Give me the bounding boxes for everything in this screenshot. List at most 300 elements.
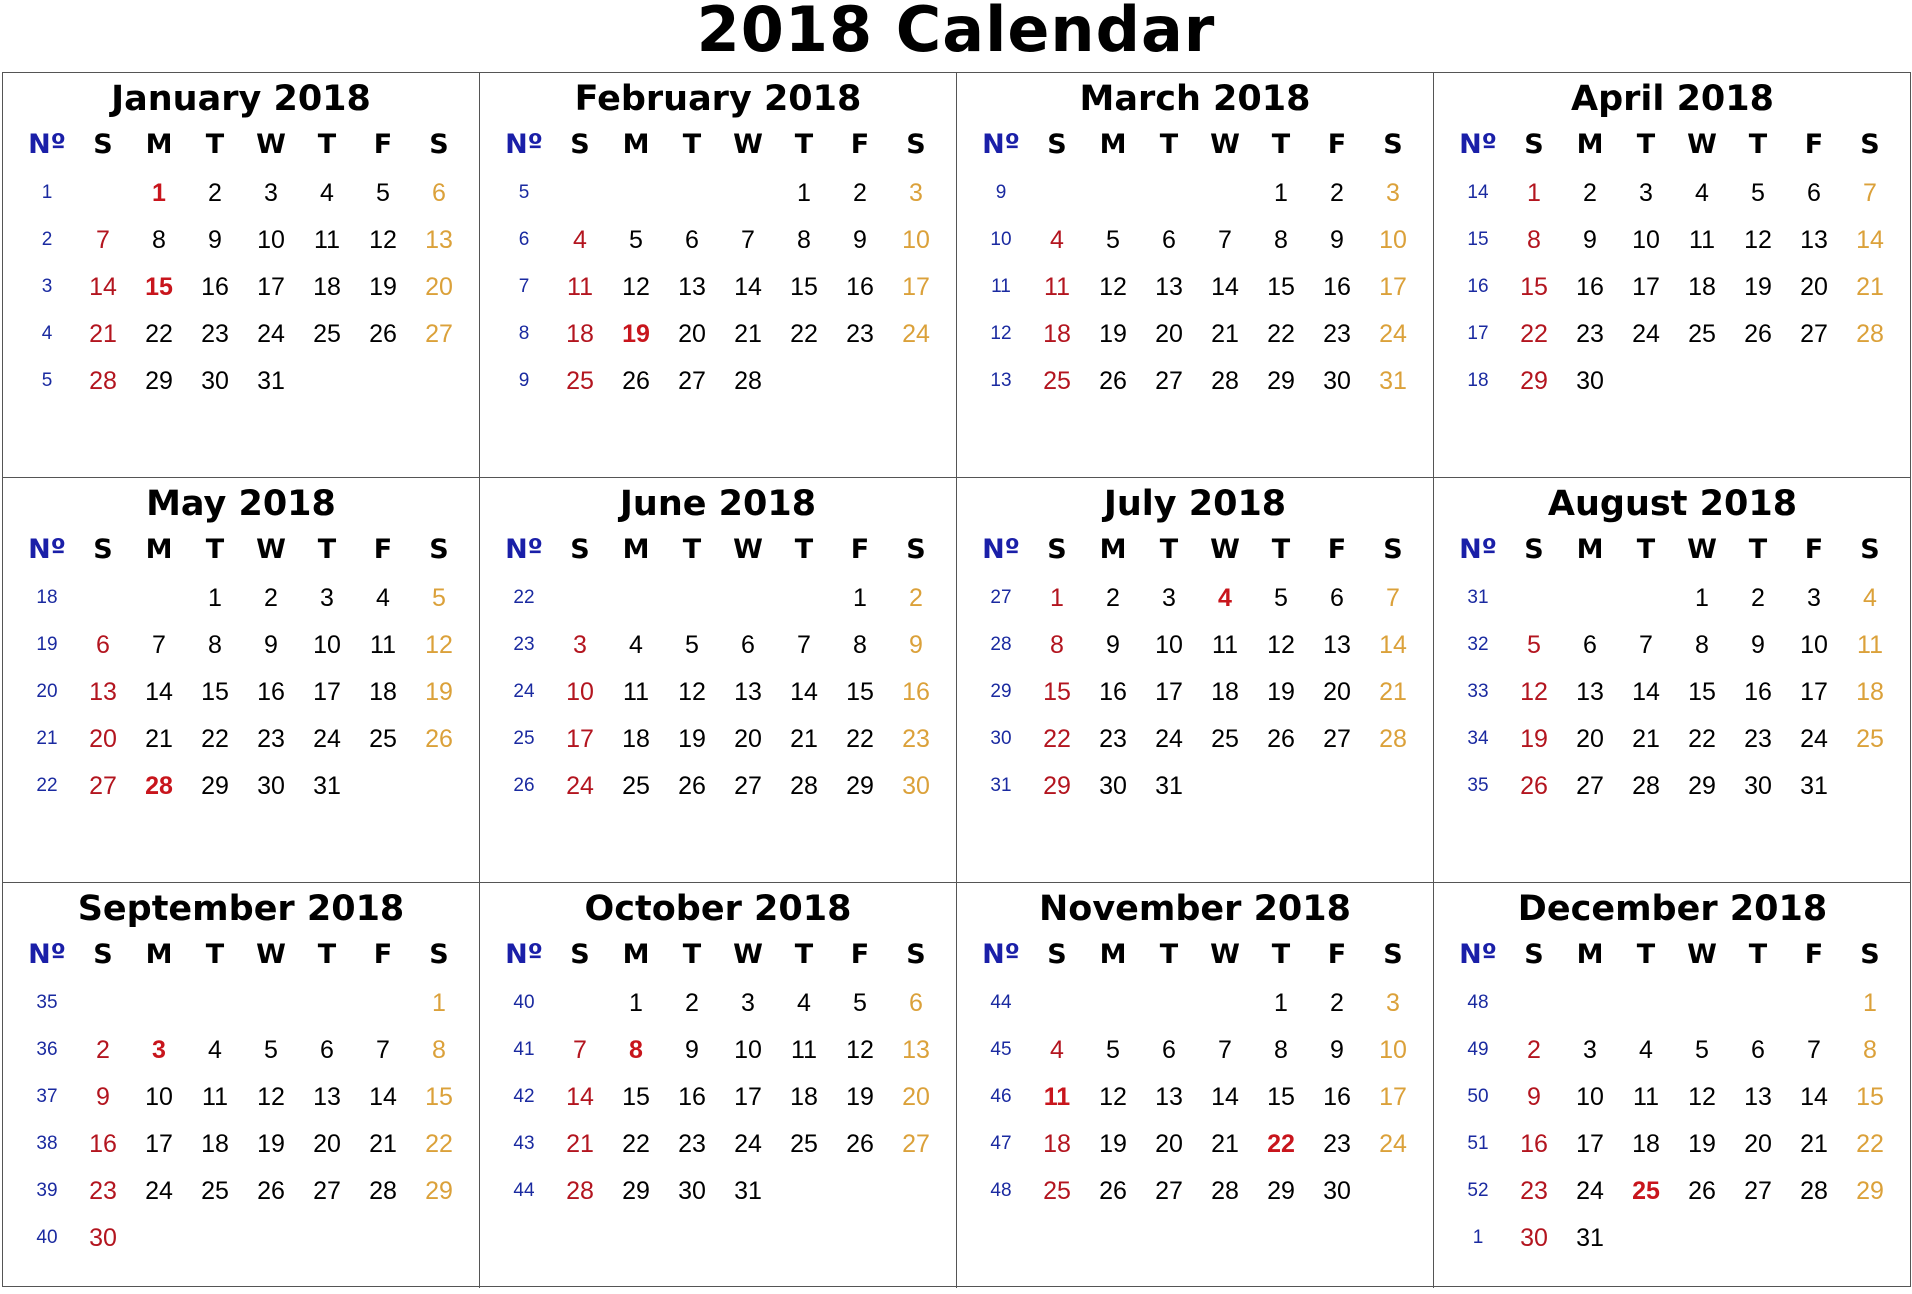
day-cell: 17 xyxy=(257,273,285,301)
week-number: 51 xyxy=(1467,1133,1489,1154)
day-cell: 22 xyxy=(790,320,818,348)
day-cell: 29 xyxy=(622,1177,650,1205)
day-cell: 25 xyxy=(622,772,650,800)
weekday-header: S xyxy=(1047,534,1067,565)
day-cell: 6 xyxy=(1330,584,1344,612)
day-cell: 10 xyxy=(1155,631,1183,659)
weekday-header: S xyxy=(570,534,590,565)
day-cell: 6 xyxy=(909,989,923,1017)
day-cell: 14 xyxy=(89,273,117,301)
weekday-header: S xyxy=(1860,534,1880,565)
month-panel xyxy=(480,883,957,1288)
month-title: November 2018 xyxy=(1038,889,1351,929)
day-cell: 21 xyxy=(1856,273,1884,301)
week-number: 5 xyxy=(518,182,530,203)
day-cell: 9 xyxy=(208,226,222,254)
week-number: 3 xyxy=(41,276,53,297)
weekday-header: F xyxy=(1327,939,1347,970)
weekday-header: S xyxy=(1383,939,1403,970)
day-cell: 8 xyxy=(1863,1036,1877,1064)
day-cell: 16 xyxy=(1323,273,1351,301)
day-cell: 3 xyxy=(264,179,278,207)
day-cell: 8 xyxy=(629,1036,643,1064)
week-number: 15 xyxy=(1467,229,1489,250)
day-cell: 3 xyxy=(573,631,587,659)
day-cell: 20 xyxy=(1323,678,1351,706)
month-panel xyxy=(957,883,1434,1288)
day-cell: 27 xyxy=(313,1177,341,1205)
day-cell: 10 xyxy=(1800,631,1828,659)
weekday-header: T xyxy=(1271,534,1291,565)
day-cell: 5 xyxy=(1751,179,1765,207)
day-cell: 13 xyxy=(1744,1083,1772,1111)
week-number: 5 xyxy=(41,370,53,391)
day-cell: 16 xyxy=(846,273,874,301)
day-cell: 4 xyxy=(797,989,811,1017)
month-panel xyxy=(957,73,1434,478)
day-cell: 7 xyxy=(1807,1036,1821,1064)
day-cell: 18 xyxy=(1632,1130,1660,1158)
week-number: 16 xyxy=(1467,276,1489,297)
day-cell: 28 xyxy=(790,772,818,800)
weekday-header: S xyxy=(1860,129,1880,160)
week-number: 26 xyxy=(513,775,535,796)
week-number: 2 xyxy=(41,229,53,250)
day-cell: 10 xyxy=(1576,1083,1604,1111)
day-cell: 4 xyxy=(320,179,334,207)
day-cell: 31 xyxy=(1576,1224,1604,1252)
week-number: 12 xyxy=(990,323,1012,344)
day-cell: 15 xyxy=(1267,273,1295,301)
day-cell: 11 xyxy=(1043,1083,1071,1111)
month-title: August 2018 xyxy=(1547,484,1798,524)
day-cell: 7 xyxy=(1863,179,1877,207)
day-cell: 11 xyxy=(623,678,649,706)
day-cell: 8 xyxy=(853,631,867,659)
day-cell: 2 xyxy=(96,1036,110,1064)
day-cell: 29 xyxy=(145,367,173,395)
day-cell: 11 xyxy=(791,1036,817,1064)
day-cell: 16 xyxy=(257,678,285,706)
day-cell: 23 xyxy=(846,320,874,348)
day-cell: 1 xyxy=(1695,584,1709,612)
day-cell: 6 xyxy=(432,179,446,207)
day-cell: 15 xyxy=(1043,678,1071,706)
day-cell: 6 xyxy=(685,226,699,254)
weekday-header: M xyxy=(145,129,173,160)
day-cell: 11 xyxy=(202,1083,228,1111)
day-cell: 2 xyxy=(909,584,923,612)
day-cell: 20 xyxy=(313,1130,341,1158)
month-panel xyxy=(1434,883,1911,1288)
day-cell: 15 xyxy=(1267,1083,1295,1111)
weekday-header: F xyxy=(373,534,393,565)
day-cell: 13 xyxy=(89,678,117,706)
week-number: 11 xyxy=(991,276,1011,297)
day-cell: 23 xyxy=(257,725,285,753)
month-panel xyxy=(480,73,957,478)
day-cell: 22 xyxy=(622,1130,650,1158)
page-title: 2018 Calendar xyxy=(696,0,1216,66)
day-cell: 9 xyxy=(853,226,867,254)
day-cell: 6 xyxy=(96,631,110,659)
day-cell: 8 xyxy=(152,226,166,254)
day-cell: 29 xyxy=(1520,367,1548,395)
month-panel xyxy=(1434,478,1911,883)
day-cell: 13 xyxy=(425,226,453,254)
day-cell: 21 xyxy=(369,1130,397,1158)
weekday-header: S xyxy=(1860,939,1880,970)
weekday-header: M xyxy=(622,129,650,160)
day-cell: 5 xyxy=(1106,226,1120,254)
day-cell: 29 xyxy=(1856,1177,1884,1205)
day-cell: 7 xyxy=(573,1036,587,1064)
week-number-header: Nº xyxy=(982,939,1020,970)
day-cell: 30 xyxy=(1323,1177,1351,1205)
month-panel xyxy=(3,478,480,883)
day-cell: 18 xyxy=(1043,1130,1071,1158)
day-cell: 23 xyxy=(1323,320,1351,348)
day-cell: 1 xyxy=(432,989,446,1017)
weekday-header: T xyxy=(682,534,702,565)
week-number: 13 xyxy=(990,370,1012,391)
day-cell: 23 xyxy=(902,725,930,753)
weekday-header: W xyxy=(256,534,286,565)
day-cell: 25 xyxy=(566,367,594,395)
month-title: June 2018 xyxy=(619,484,817,524)
week-number: 34 xyxy=(1467,728,1489,749)
week-number-header: Nº xyxy=(1459,129,1497,160)
weekday-header: F xyxy=(850,129,870,160)
day-cell: 26 xyxy=(1099,367,1127,395)
weekday-header: T xyxy=(794,939,814,970)
day-cell: 23 xyxy=(1744,725,1772,753)
week-number: 21 xyxy=(36,728,58,749)
day-cell: 8 xyxy=(432,1036,446,1064)
day-cell: 24 xyxy=(1576,1177,1604,1205)
day-cell: 15 xyxy=(425,1083,453,1111)
weekday-header: T xyxy=(205,939,225,970)
day-cell: 12 xyxy=(1520,678,1548,706)
weekday-header: M xyxy=(1576,534,1604,565)
day-cell: 6 xyxy=(1583,631,1597,659)
day-cell: 25 xyxy=(1632,1177,1660,1205)
day-cell: 15 xyxy=(1520,273,1548,301)
day-cell: 21 xyxy=(1632,725,1660,753)
day-cell: 2 xyxy=(1330,179,1344,207)
weekday-header: S xyxy=(1383,534,1403,565)
week-number-header: Nº xyxy=(28,129,66,160)
day-cell: 20 xyxy=(89,725,117,753)
day-cell: 21 xyxy=(89,320,117,348)
day-cell: 2 xyxy=(1583,179,1597,207)
day-cell: 31 xyxy=(1155,772,1183,800)
day-cell: 15 xyxy=(790,273,818,301)
day-cell: 20 xyxy=(1155,320,1183,348)
weekday-header: W xyxy=(1687,534,1717,565)
day-cell: 19 xyxy=(1099,1130,1127,1158)
week-number: 1 xyxy=(1472,1227,1484,1248)
day-cell: 22 xyxy=(1520,320,1548,348)
week-number: 47 xyxy=(990,1133,1012,1154)
day-cell: 21 xyxy=(1800,1130,1828,1158)
week-number: 22 xyxy=(36,775,58,796)
day-cell: 15 xyxy=(201,678,229,706)
day-cell: 21 xyxy=(566,1130,594,1158)
day-cell: 11 xyxy=(1689,226,1715,254)
weekday-header: T xyxy=(1636,534,1656,565)
week-number: 24 xyxy=(513,681,535,702)
week-number: 32 xyxy=(1467,634,1489,655)
day-cell: 18 xyxy=(1211,678,1239,706)
weekday-header: S xyxy=(1047,129,1067,160)
day-cell: 21 xyxy=(1211,320,1239,348)
day-cell: 5 xyxy=(629,226,643,254)
day-cell: 31 xyxy=(1800,772,1828,800)
weekday-header: T xyxy=(317,939,337,970)
week-number: 30 xyxy=(990,728,1012,749)
day-cell: 10 xyxy=(566,678,594,706)
day-cell: 9 xyxy=(1330,1036,1344,1064)
day-cell: 24 xyxy=(313,725,341,753)
weekday-header: S xyxy=(1524,939,1544,970)
day-cell: 19 xyxy=(369,273,397,301)
day-cell: 16 xyxy=(1323,1083,1351,1111)
day-cell: 25 xyxy=(313,320,341,348)
day-cell: 9 xyxy=(909,631,923,659)
month-title: April 2018 xyxy=(1571,79,1774,119)
day-cell: 12 xyxy=(1744,226,1772,254)
day-cell: 26 xyxy=(1099,1177,1127,1205)
day-cell: 10 xyxy=(1632,226,1660,254)
weekday-header: W xyxy=(733,129,763,160)
day-cell: 28 xyxy=(1632,772,1660,800)
day-cell: 30 xyxy=(201,367,229,395)
week-number: 20 xyxy=(36,681,58,702)
month-title: January 2018 xyxy=(111,79,371,119)
day-cell: 16 xyxy=(1099,678,1127,706)
day-cell: 19 xyxy=(846,1083,874,1111)
day-cell: 5 xyxy=(264,1036,278,1064)
week-number: 6 xyxy=(518,229,530,250)
day-cell: 9 xyxy=(685,1036,699,1064)
day-cell: 5 xyxy=(1106,1036,1120,1064)
day-cell: 5 xyxy=(1527,631,1541,659)
day-cell: 12 xyxy=(257,1083,285,1111)
day-cell: 20 xyxy=(734,725,762,753)
day-cell: 3 xyxy=(741,989,755,1017)
weekday-header: T xyxy=(317,534,337,565)
day-cell: 1 xyxy=(1274,179,1288,207)
day-cell: 20 xyxy=(1155,1130,1183,1158)
day-cell: 4 xyxy=(629,631,643,659)
week-number: 37 xyxy=(36,1086,58,1107)
week-number-header: Nº xyxy=(28,534,66,565)
day-cell: 8 xyxy=(1527,226,1541,254)
week-number: 46 xyxy=(990,1086,1012,1107)
day-cell: 30 xyxy=(1520,1224,1548,1252)
week-number: 52 xyxy=(1467,1180,1489,1201)
day-cell: 15 xyxy=(846,678,874,706)
day-cell: 19 xyxy=(678,725,706,753)
day-cell: 11 xyxy=(567,273,593,301)
weekday-header: F xyxy=(850,939,870,970)
day-cell: 1 xyxy=(797,179,811,207)
day-cell: 16 xyxy=(902,678,930,706)
day-cell: 22 xyxy=(846,725,874,753)
day-cell: 9 xyxy=(1751,631,1765,659)
day-cell: 13 xyxy=(1323,631,1351,659)
day-cell: 10 xyxy=(1379,226,1407,254)
day-cell: 12 xyxy=(1267,631,1295,659)
day-cell: 17 xyxy=(1800,678,1828,706)
day-cell: 23 xyxy=(1520,1177,1548,1205)
week-number: 50 xyxy=(1467,1086,1489,1107)
week-number-header: Nº xyxy=(28,939,66,970)
day-cell: 19 xyxy=(1267,678,1295,706)
day-cell: 9 xyxy=(1583,226,1597,254)
day-cell: 4 xyxy=(1639,1036,1653,1064)
weekday-header: T xyxy=(794,129,814,160)
day-cell: 28 xyxy=(1800,1177,1828,1205)
month-title: March 2018 xyxy=(1079,79,1311,119)
day-cell: 25 xyxy=(369,725,397,753)
day-cell: 23 xyxy=(1576,320,1604,348)
day-cell: 27 xyxy=(678,367,706,395)
day-cell: 25 xyxy=(1211,725,1239,753)
week-number: 17 xyxy=(1467,323,1489,344)
day-cell: 22 xyxy=(1043,725,1071,753)
day-cell: 7 xyxy=(376,1036,390,1064)
week-number: 1 xyxy=(41,182,53,203)
week-number: 22 xyxy=(513,587,535,608)
week-number: 9 xyxy=(518,370,530,391)
weekday-header: T xyxy=(1748,129,1768,160)
calendar-grid xyxy=(2,72,1911,1287)
day-cell: 30 xyxy=(678,1177,706,1205)
weekday-header: M xyxy=(1099,534,1127,565)
day-cell: 31 xyxy=(734,1177,762,1205)
month-title: May 2018 xyxy=(146,484,336,524)
weekday-header: S xyxy=(1383,129,1403,160)
week-number: 33 xyxy=(1467,681,1489,702)
day-cell: 29 xyxy=(1267,1177,1295,1205)
day-cell: 7 xyxy=(1639,631,1653,659)
weekday-header: S xyxy=(1524,534,1544,565)
day-cell: 29 xyxy=(1267,367,1295,395)
day-cell: 25 xyxy=(790,1130,818,1158)
day-cell: 29 xyxy=(425,1177,453,1205)
month-panel xyxy=(3,73,480,478)
day-cell: 28 xyxy=(89,367,117,395)
day-cell: 27 xyxy=(89,772,117,800)
day-cell: 10 xyxy=(313,631,341,659)
day-cell: 20 xyxy=(1800,273,1828,301)
day-cell: 15 xyxy=(1856,1083,1884,1111)
weekday-header: S xyxy=(93,939,113,970)
weekday-header: M xyxy=(145,534,173,565)
week-number: 48 xyxy=(1467,992,1489,1013)
day-cell: 24 xyxy=(257,320,285,348)
day-cell: 14 xyxy=(1379,631,1407,659)
day-cell: 26 xyxy=(846,1130,874,1158)
day-cell: 14 xyxy=(369,1083,397,1111)
weekday-header: T xyxy=(1271,129,1291,160)
week-number: 19 xyxy=(36,634,58,655)
day-cell: 8 xyxy=(1050,631,1064,659)
day-cell: 23 xyxy=(201,320,229,348)
day-cell: 12 xyxy=(622,273,650,301)
day-cell: 27 xyxy=(425,320,453,348)
day-cell: 5 xyxy=(1274,584,1288,612)
day-cell: 18 xyxy=(201,1130,229,1158)
week-number: 27 xyxy=(990,587,1012,608)
day-cell: 23 xyxy=(1099,725,1127,753)
week-number: 25 xyxy=(513,728,535,749)
day-cell: 14 xyxy=(1632,678,1660,706)
week-number: 4 xyxy=(41,323,53,344)
weekday-header: S xyxy=(1524,129,1544,160)
day-cell: 2 xyxy=(1106,584,1120,612)
day-cell: 1 xyxy=(1274,989,1288,1017)
day-cell: 25 xyxy=(201,1177,229,1205)
day-cell: 29 xyxy=(1688,772,1716,800)
day-cell: 5 xyxy=(1695,1036,1709,1064)
day-cell: 27 xyxy=(1155,367,1183,395)
day-cell: 10 xyxy=(257,226,285,254)
day-cell: 9 xyxy=(1106,631,1120,659)
week-number-header: Nº xyxy=(1459,534,1497,565)
day-cell: 19 xyxy=(257,1130,285,1158)
day-cell: 20 xyxy=(678,320,706,348)
weekday-header: S xyxy=(906,939,926,970)
day-cell: 19 xyxy=(1520,725,1548,753)
day-cell: 3 xyxy=(152,1036,166,1064)
day-cell: 16 xyxy=(678,1083,706,1111)
day-cell: 24 xyxy=(1800,725,1828,753)
day-cell: 21 xyxy=(145,725,173,753)
week-number: 36 xyxy=(36,1039,58,1060)
day-cell: 28 xyxy=(369,1177,397,1205)
weekday-header: M xyxy=(622,534,650,565)
day-cell: 16 xyxy=(89,1130,117,1158)
weekday-header: S xyxy=(93,534,113,565)
month-panel xyxy=(480,478,957,883)
week-number: 18 xyxy=(36,587,58,608)
week-number: 40 xyxy=(36,1227,58,1248)
week-number: 44 xyxy=(990,992,1012,1013)
day-cell: 5 xyxy=(853,989,867,1017)
weekday-header: S xyxy=(93,129,113,160)
day-cell: 22 xyxy=(1688,725,1716,753)
day-cell: 1 xyxy=(208,584,222,612)
weekday-header: S xyxy=(1047,939,1067,970)
day-cell: 4 xyxy=(1863,584,1877,612)
week-number: 31 xyxy=(1467,587,1489,608)
day-cell: 2 xyxy=(1527,1036,1541,1064)
day-cell: 30 xyxy=(89,1224,117,1252)
day-cell: 19 xyxy=(622,320,650,348)
day-cell: 24 xyxy=(1632,320,1660,348)
day-cell: 2 xyxy=(264,584,278,612)
day-cell: 4 xyxy=(1050,1036,1064,1064)
day-cell: 7 xyxy=(1218,226,1232,254)
day-cell: 24 xyxy=(734,1130,762,1158)
weekday-header: W xyxy=(1210,534,1240,565)
day-cell: 17 xyxy=(1155,678,1183,706)
weekday-header: W xyxy=(256,129,286,160)
weekday-header: M xyxy=(145,939,173,970)
